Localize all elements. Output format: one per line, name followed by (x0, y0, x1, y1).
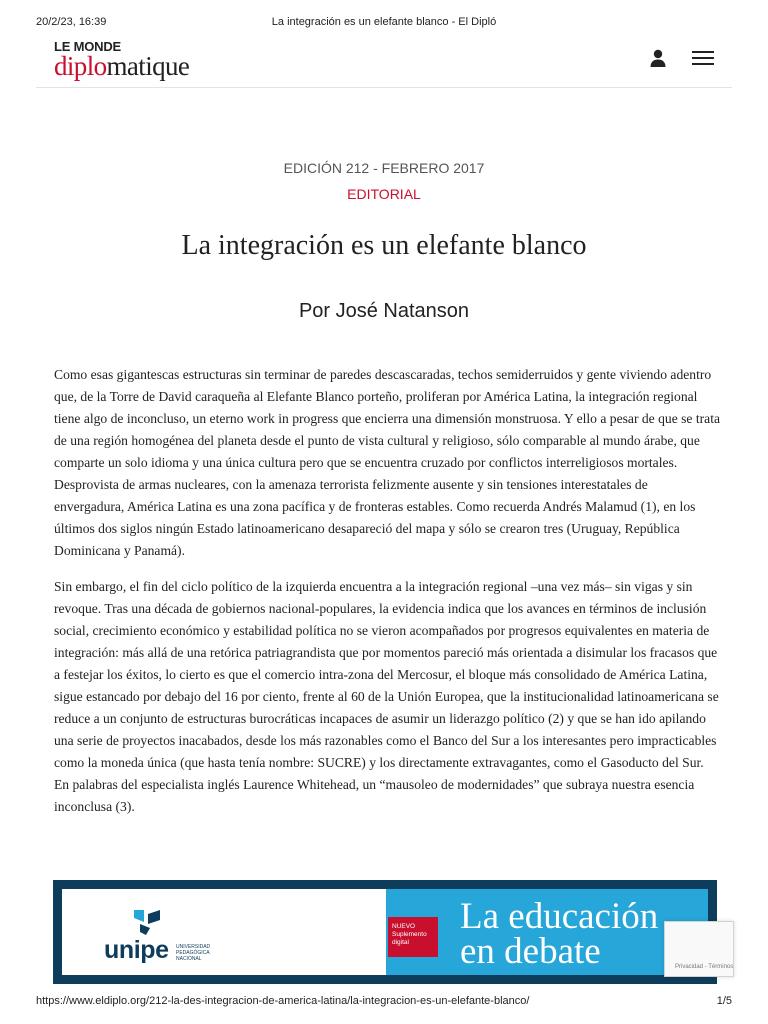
article-byline: Por José Natanson (298, 300, 470, 322)
logo-accent: diplo (54, 51, 107, 81)
ad-badge: NUEVO Suplemento digital (388, 917, 438, 957)
article-body (54, 364, 720, 832)
ad-headline-line: La educación (460, 896, 659, 937)
recaptcha-badge[interactable] (664, 921, 734, 977)
unipe-logo-icon (132, 908, 162, 936)
ad-headline (460, 896, 659, 972)
article-title: La integración es un elefante blanco (181, 230, 587, 261)
print-date: 20/2/23, 16:39 (36, 16, 107, 28)
logo-wordmark (54, 53, 189, 79)
menu-icon[interactable] (692, 49, 714, 67)
ad-banner[interactable] (53, 880, 717, 984)
site-header (36, 36, 732, 88)
ad-brand-name: unipe (104, 936, 169, 964)
logo-rest: matique (106, 51, 190, 81)
print-url: https://www.eldiplo.org/212-la-des-integracion-de-america-latina/la-integracion-es-un-elefante-blanco/ (36, 995, 530, 1007)
article-paragraph: Como esas gigantescas estructuras sin terminar de paredes descascaradas, techos semiderruidos y gente viviendo adentro que, de la Torre de David caraqueña al Elefante Blanco porteño, proliferan por América Latina, la integración regional tiene algo de inconcluso, un eterno work in progress que encierra una dimensión monstruosa. Y ello a pesar de que se trata de una región homogénea del planeta desde el punto de vista cultural y religioso, sólo comparable al mundo árabe, que comparte un solo idioma y una única cultura pero que se encuentra cruzado por conflictos interreligiosos mortales. Desprovista de armas nucleares, con la amenaza terrorista felizmente ausente y sin tensiones interestatales de envergadura, América Latina es una zona pacífica y de fronteras estables. Como recuerda Andrés Malamud (1), en los últimos dos siglos ningún Estado latinoamericano desapareció del mapa y sólo se crearon tres (Uruguay, República Dominicana y Panamá). (54, 367, 721, 558)
recaptcha-text[interactable]: Privacidad - Términos (675, 964, 734, 970)
print-page-number: 1/5 (716, 995, 732, 1007)
print-footer (36, 995, 732, 1009)
edition-label: EDICIÓN 212 - FEBRERO 2017 (283, 160, 485, 176)
ad-brand-panel (62, 889, 386, 975)
user-icon[interactable] (648, 48, 668, 68)
ad-headline-line: en debate (460, 931, 601, 972)
print-header (36, 16, 732, 30)
article-paragraph: Sin embargo, el fin del ciclo político de la izquierda encuentra a la integración regional –una vez más– sin vigas y sin revoque. Tras una década de gobiernos nacional-populares, la evidencia indica que los avances en términos de inclusión social, crecimiento económico y estabilidad política no se vieron acompañados por progresos equivalentes en materia de integración: más allá de una retórica patriagrandista que por momentos pareció más orientada a disimular los fracasos que a festejar los éxitos, lo cierto es que el comercio intra-zona del Mercosur, el bloque más consolidado de América Latina, sigue estancado por debajo del 16 por ciento, frente al 60 de la Unión Europea, que la institucionalidad latinoamericana se reduce a un conjunto de estructuras burocráticas incapaces de asumir un liderazgo político (2) y que se han ido apilando una serie de proyectos inacabados, desde los más razonables como el Banco del Sur a los interesantes pero impracticables como la moneda única (que hasta tenía nombre: SUCRE) y los directamente extravagantes, como el Gasoducto del Sur. En palabras del especialista inglés Laurence Whitehead, un “mausoleo de modernidades” que subraya nuestra esencia inconclusa (3). (54, 579, 719, 814)
ad-headline-panel (386, 889, 708, 975)
section-link[interactable]: EDITORIAL (347, 186, 421, 202)
print-page-title: La integración es un elefante blanco - El Dipló (271, 16, 497, 28)
site-logo[interactable] (54, 40, 189, 79)
ad-brand-subtitle: UNIVERSIDAD PEDAGÓGICA NACIONAL (176, 944, 211, 962)
logo-top-line: LE MONDE (54, 39, 122, 54)
